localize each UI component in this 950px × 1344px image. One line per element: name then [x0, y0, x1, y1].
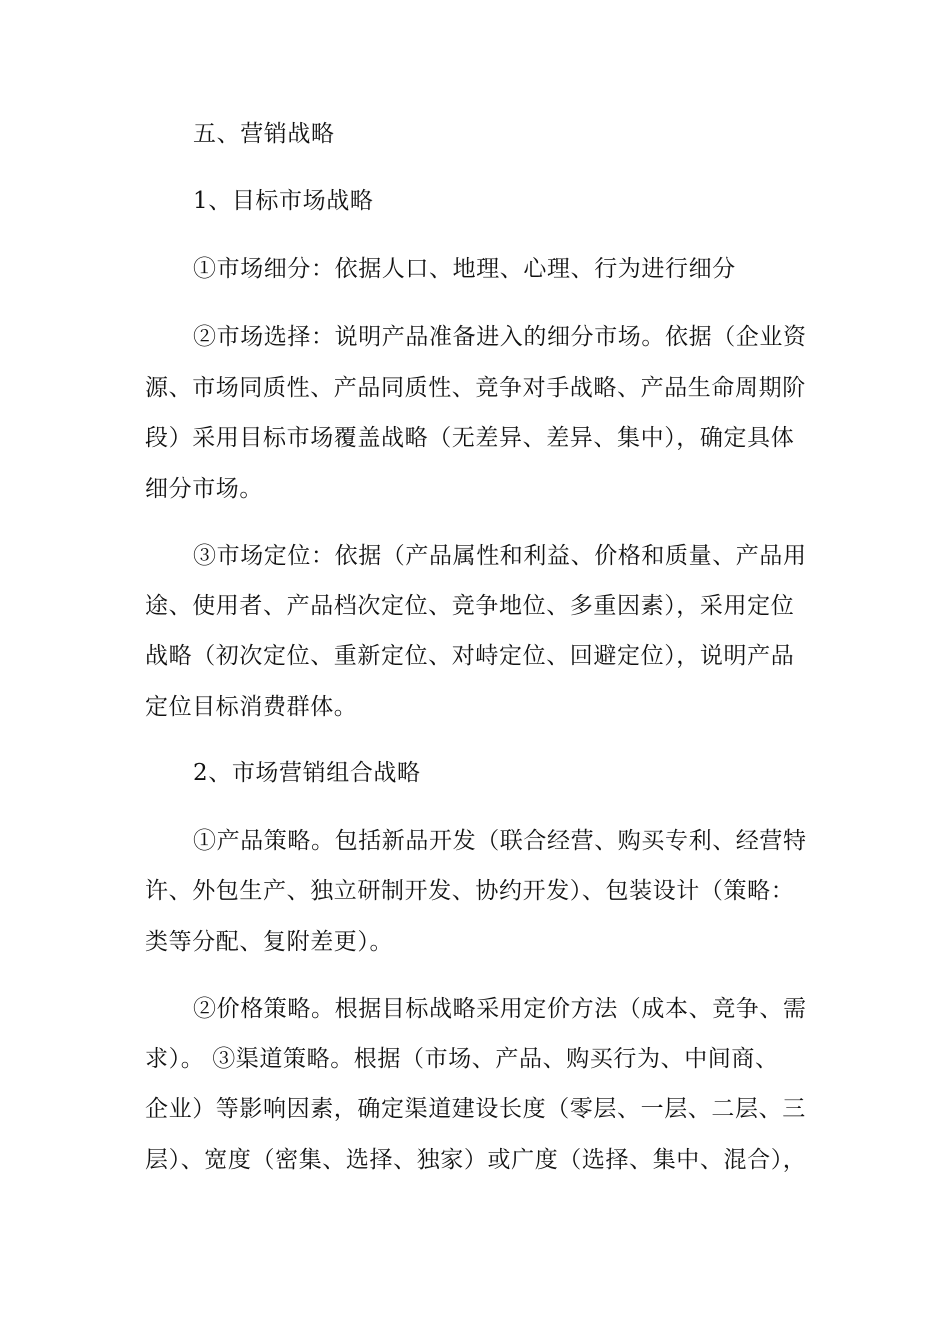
- paragraph-line: 求）。 ③渠道策略。根据（市场、产品、购买行为、中间商、: [145, 1046, 779, 1072]
- subsection-heading: 1、目标市场战略: [193, 188, 374, 214]
- paragraph-line: ②市场选择：说明产品准备进入的细分市场。依据（企业资: [193, 324, 807, 350]
- paragraph-line: 类等分配、复附差更）。: [145, 929, 394, 955]
- paragraph-line: 定位目标消费群体。: [145, 694, 358, 720]
- paragraph-line: 层）、宽度（密集、选择、独家）或广度（选择、集中、混合），: [145, 1147, 807, 1173]
- paragraph-line: ③市场定位：依据（产品属性和利益、价格和质量、产品用: [193, 543, 807, 569]
- section-heading: 五、营销战略: [193, 121, 335, 147]
- paragraph-line: ①市场细分：依据人口、地理、心理、行为进行细分: [193, 256, 736, 282]
- paragraph-line: 细分市场。: [145, 476, 263, 502]
- paragraph-line: 企业）等影响因素，确定渠道建设长度（零层、一层、二层、三: [145, 1096, 806, 1122]
- paragraph-line: 战略（初次定位、重新定位、对峙定位、回避定位），说明产品: [145, 643, 795, 669]
- paragraph-line: ②价格策略。根据目标战略采用定价方法（成本、竞争、需: [193, 996, 807, 1022]
- paragraph-line: 许、外包生产、独立研制开发、协约开发）、包装设计（策略：: [145, 878, 795, 904]
- paragraph-line: 途、使用者、产品档次定位、竞争地位、多重因素），采用定位: [145, 593, 795, 619]
- paragraph-line: 段）采用目标市场覆盖战略（无差异、差异、集中），确定具体: [145, 425, 795, 451]
- paragraph-line: 源、市场同质性、产品同质性、竞争对手战略、产品生命周期阶: [145, 375, 806, 401]
- paragraph-line: ①产品策略。包括新品开发（联合经营、购买专利、经营特: [193, 828, 807, 854]
- subsection-heading: 2、市场营销组合战略: [193, 760, 421, 786]
